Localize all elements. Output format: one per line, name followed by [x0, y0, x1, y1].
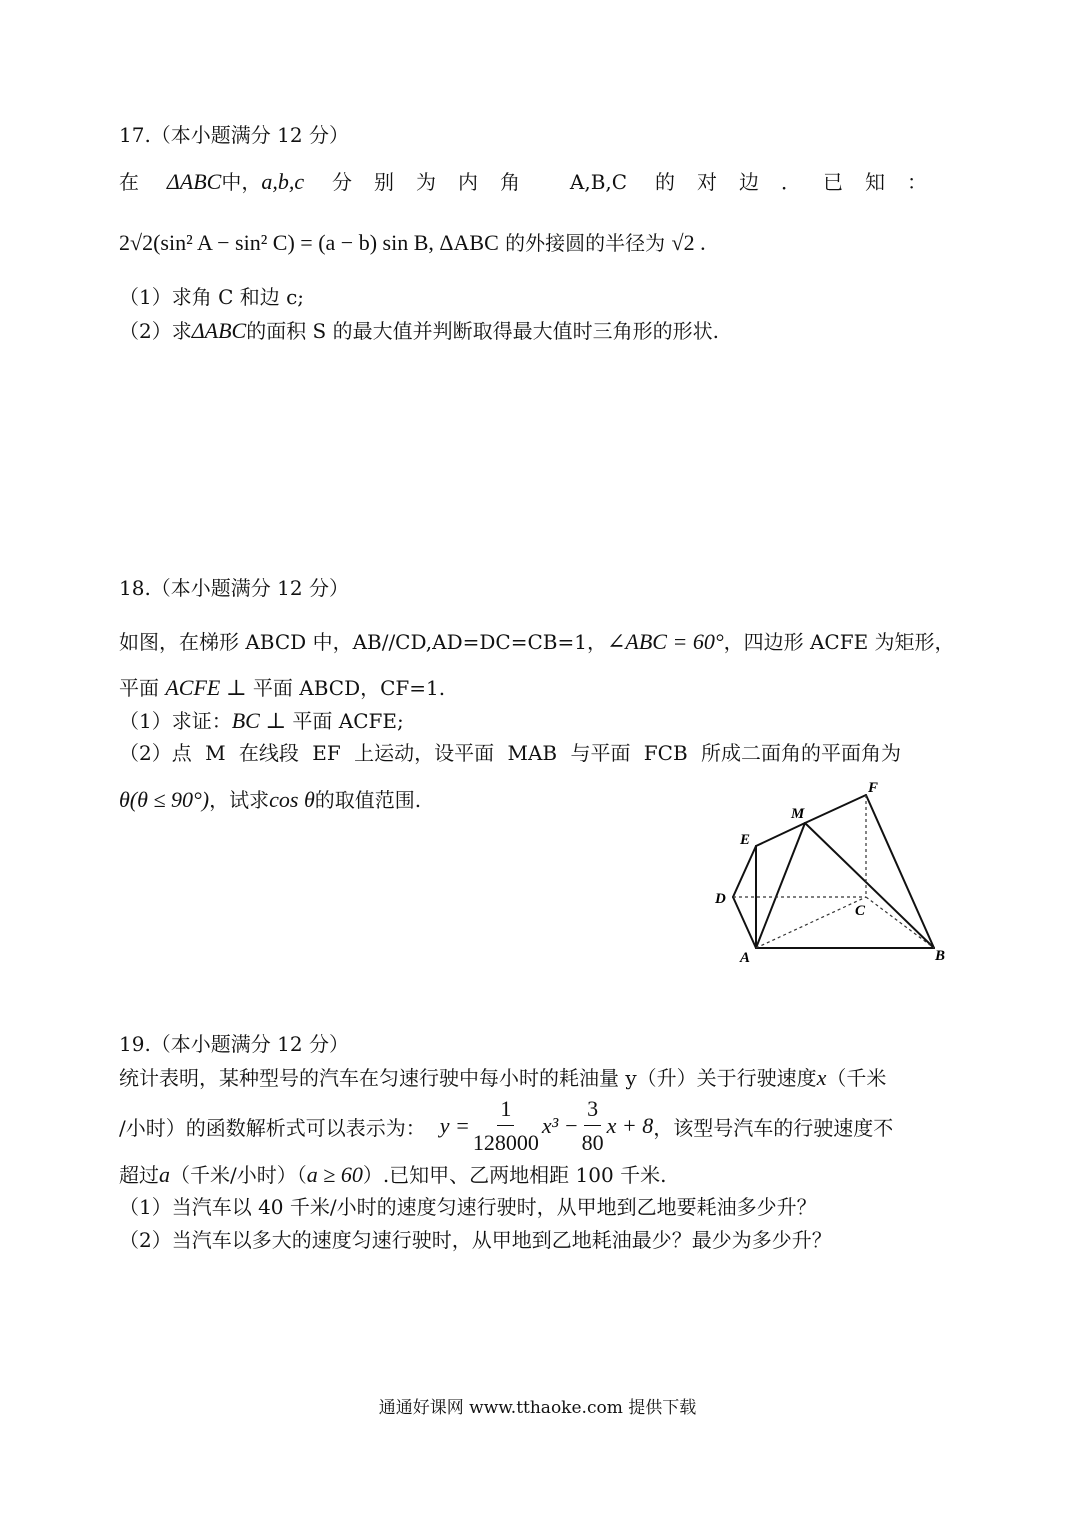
q17-dui: 的对边．已知：	[654, 170, 949, 194]
edge-ed	[733, 846, 756, 897]
q19-frac1	[473, 1096, 539, 1156]
q17-header: 17.（本小题满分 12 分）	[119, 123, 349, 147]
q18-p1-a: （1）求证：	[119, 709, 232, 733]
q19-x: x	[816, 1065, 827, 1090]
q19-frac2-num: 3	[584, 1096, 601, 1126]
q17-triangle-abc: ΔABC	[166, 169, 222, 194]
edge-fb	[866, 795, 934, 948]
q17-ABC-angles: A,B,C	[569, 170, 628, 194]
label-d: D	[715, 891, 726, 907]
edge-mf	[805, 795, 866, 823]
q17-p2-b: 的面积 S 的最大值并判断取得最大值时三角形的形状.	[246, 319, 719, 343]
q19-part2: （2）当汽车以多大的速度匀速行驶时，从甲地到乙地耗油最少？最少为多少升？	[119, 1228, 832, 1252]
q17-zhong: 中，	[221, 170, 262, 194]
q19-frac1-den: 128000	[472, 1130, 539, 1155]
q19-part1: （1）当汽车以 40 千米/小时的速度匀速行驶时，从甲地到乙地要耗油多少升？	[119, 1195, 817, 1219]
q17-p2-a: （2）求	[119, 319, 192, 343]
q19-header: 19.（本小题满分 12 分）	[119, 1032, 349, 1056]
q17-part2	[119, 320, 719, 342]
q19-line3	[119, 1164, 666, 1186]
edge-cb	[866, 897, 934, 948]
label-c: C	[855, 903, 866, 919]
label-m: M	[791, 806, 805, 822]
q18-p2-b: ，试求	[209, 788, 270, 812]
q18-line1-b: ，四边形 ACFE 为矩形，	[723, 630, 955, 654]
q18-line1-a: 如图，在梯形 ABCD 中，AB//CD,AD=DC=CB=1，	[119, 630, 607, 654]
q18-part2-line1: （2）点 M 在线段 EF 上运动，设平面 MAB 与平面 FCB 所成二面角的平面角为	[119, 741, 902, 765]
q17-abc-sides: a,b,c	[261, 169, 305, 194]
q19-line2-a: /小时）的函数解析式可以表示为：	[119, 1115, 426, 1140]
q19-y: y =	[439, 1113, 470, 1138]
label-e: E	[740, 832, 751, 848]
label-f: F	[868, 780, 879, 796]
q18-part2-line2	[119, 789, 421, 811]
q19-cond: a ≥ 60	[306, 1162, 363, 1187]
q18-header: 18.（本小题满分 12 分）	[119, 576, 349, 600]
q18-p1-perp: BC ⊥	[231, 708, 287, 733]
geometry-figure	[700, 770, 970, 980]
q17-part1: （1）求角 C 和边 c;	[119, 285, 305, 309]
label-b: B	[935, 948, 946, 964]
edge-mb	[805, 823, 934, 948]
q17-zai: 在	[119, 170, 139, 194]
q18-line1	[119, 631, 955, 653]
q17-radius: √2 .	[671, 230, 706, 255]
q18-line2-a: 平面	[119, 676, 159, 700]
q17-eq-text: 的外接圆的半径为	[505, 231, 666, 255]
q18-p2-c: 的取值范围.	[314, 788, 422, 812]
q19-line1-a: 统计表明，某种型号的汽车在匀速行驶中每小时的耗油量 y（升）关于行驶速度	[119, 1066, 817, 1090]
q18-perp: ACFE ⊥	[165, 675, 247, 700]
q18-line2-b: 平面 ABCD，CF=1.	[252, 676, 446, 700]
q18-angle: ∠ABC = 60°	[606, 629, 724, 654]
q19-term2: x + 8	[606, 1113, 654, 1138]
q19-term1: x³ −	[541, 1113, 579, 1138]
q17-p2-tri: ΔABC	[191, 318, 247, 343]
page-footer: 通通好课网 www.tthaoke.com 提供下载	[378, 1398, 697, 1418]
q18-p1-b: 平面 ACFE;	[292, 709, 404, 733]
q19-frac2-den: 80	[581, 1130, 604, 1155]
q19-line3-b: （千米/小时）（	[170, 1163, 307, 1187]
q19-line2	[119, 1096, 893, 1156]
q19-line3-c: ）.已知甲、乙两地相距 100 千米.	[362, 1163, 667, 1187]
q18-theta: θ(θ ≤ 90°)	[119, 787, 210, 812]
q18-cos: cos θ	[269, 787, 315, 812]
edge-da	[733, 897, 756, 948]
q18-part1	[119, 710, 404, 732]
q17-tri-group	[167, 171, 304, 193]
q17-equation: 2√2(sin² A − sin² C) = (a − b) sin B, ΔABC	[119, 230, 499, 255]
q17-fen: 分别为内角	[332, 170, 543, 194]
q19-frac1-num: 1	[497, 1096, 514, 1126]
q19-frac2	[582, 1096, 604, 1156]
q19-line1-b: （千米	[826, 1066, 887, 1090]
q19-a: a	[159, 1162, 170, 1187]
q19-line1	[119, 1067, 886, 1089]
q17-line1	[119, 171, 949, 193]
q19-line2-b: ，该型号汽车的行驶速度不	[653, 1115, 894, 1140]
label-a: A	[740, 950, 751, 966]
q18-line2	[119, 677, 445, 699]
q17-equation-line	[119, 232, 706, 254]
q19-line3-a: 超过	[119, 1163, 159, 1187]
